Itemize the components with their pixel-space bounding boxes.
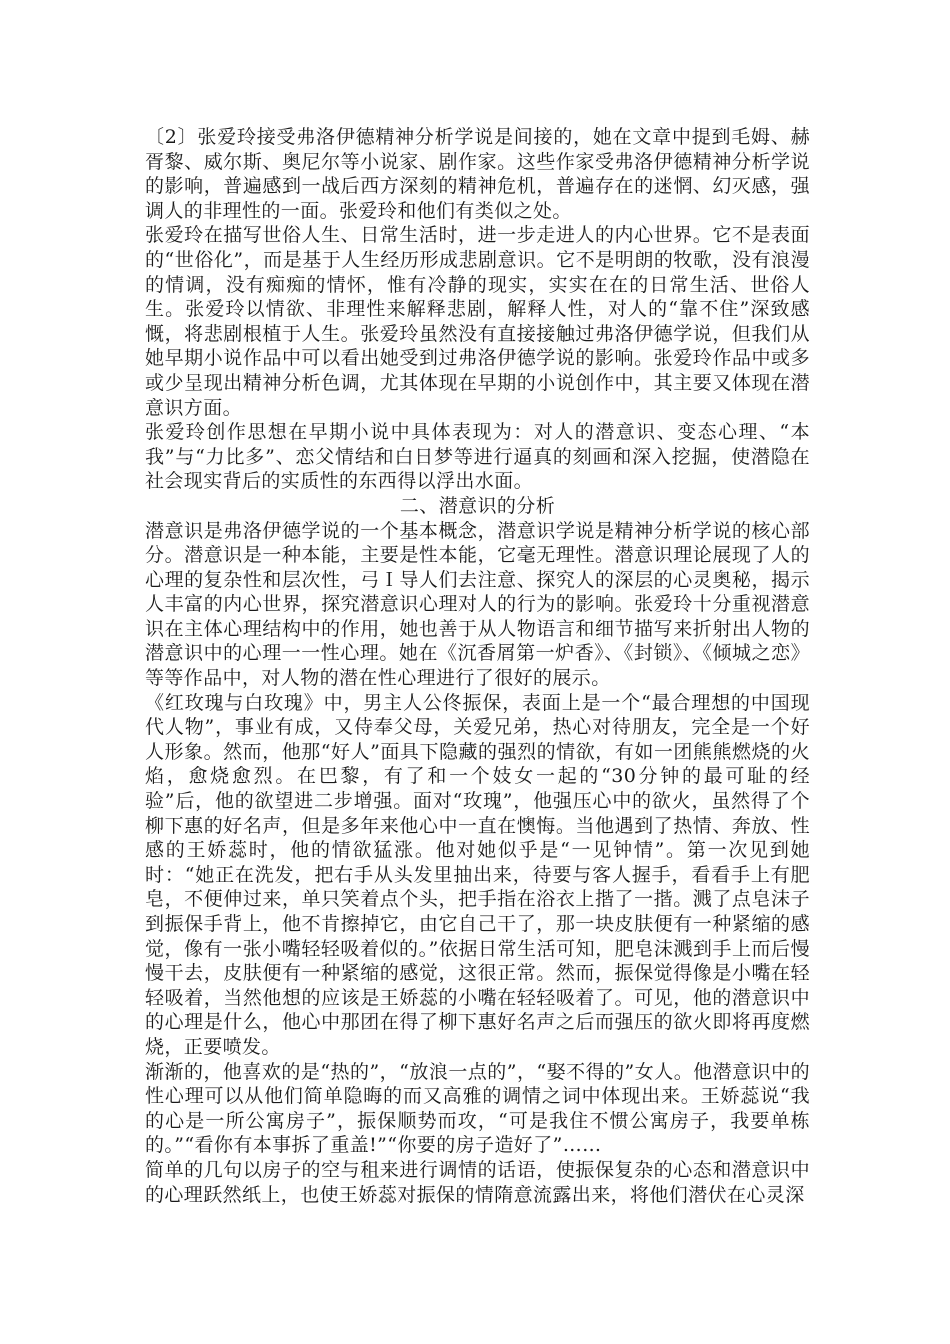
paragraph-body-2: 《红玫瑰与白玫瑰》中，男主人公佟振保，表面上是一个“最合理想的中国现代人物”，事业有成，又侍奉父母，关爱兄弟，热心对待朋友，完全是一个好人形象。然而，他那“好人”面具下隐藏的强烈的情欲，有如一团熊熊燃烧的火焰，愈烧愈烈。在巴黎，有了和一个妓女一起的“30分钟的最可耻的经验”后，他的欲望进二步增强。面对“玫瑰”，他强压心中的欲火，虽然得了个柳下惠的好名声，但是多年来他心中一直在懊悔。当他遇到了热情、奔放、性感的王娇蕊时，他的情欲猛涨。他对她似乎是“一见钟情”。第一次见到她时：“她正在洗发，把右手从头发里抽出来，待要与客人握手，看看手上有肥皂，不便伸过来，单只笑着点个头，把手指在浴衣上揩了一揩。溅了点皂沫子到振保手背上，他不肯擦掉它，由它自己干了，那一块皮肤便有一种紧缩的感觉，像有一张小嘴轻轻吸着似的。”依据日常生活可知，肥皂沫溅到手上而后慢慢干去，皮肤便有一种紧缩的感觉，这很正常。然而，振保觉得像是小嘴在轻轻吸着，当然他想的应该是王娇蕊的小嘴在轻轻吸着了。可见，他的潜意识中的心理是什么，他心中那团在得了柳下惠好名声之后而强压的欲火即将再度燃烧，正要喷发。 — [145, 691, 810, 1058]
paragraph-body-1: 潜意识是弗洛伊德学说的一个基本概念，潜意识学说是精神分析学说的核心部分。潜意识是一种本能，主要是性本能，它毫无理性。潜意识理论展现了人的心理的复杂性和层次性，弓Ｉ导人们去注意、探究人的深层的心灵奥秘，揭示人丰富的内心世界，探究潜意识心理对人的行为的影响。张爱玲十分重视潜意识在主体心理结构中的作用，她也善于从人物语言和细节描写来折射出人物的潜意识中的心理一一性心理。她在《沉香屑第一炉香》、《封锁》、《倾城之恋》等等作品中，对人物的潜在性心理进行了很好的展示。 — [145, 519, 810, 690]
paragraph-intro-2: 张爱玲在描写世俗人生、日常生活时，进一步走进人的内心世界。它不是表面的“世俗化”，而是基于人生经历形成悲剧意识。它不是明朗的牧歌，没有浪漫的情调，没有痴痴的情怀，惟有冷静的现实，实实在在的日常生活、世俗人生。张爱玲以情欲、非理性来解释悲剧，解释人性，对人的“靠不住”深致感慨，将悲剧根植于人生。张爱玲虽然没有直接接触过弗洛伊德学说，但我们从她早期小说作品中可以看出她受到过弗洛伊德学说的影响。张爱玲作品中或多或少呈现出精神分析色调，尤其体现在早期的小说创作中，其主要又体现在潜意识方面。 — [145, 224, 810, 419]
paragraph-intro-1: 〔2〕张爱玲接受弗洛伊德精神分析学说是间接的，她在文章中提到毛姆、赫胥黎、威尔斯、奥尼尔等小说家、剧作家。这些作家受弗洛伊德精神分析学说的影响，普遍感到一战后西方深刻的精神危机，普遍存在的迷惘、幻灭感，强调人的非理性的一面。张爱玲和他们有类似之处。 — [145, 126, 810, 222]
document-page — [145, 125, 810, 1207]
paragraph-body-4: 简单的几句以房子的空与租来进行调情的话语，使振保复杂的心态和潜意识中的心理跃然纸上，也使王娇蕊对振保的情隋意流露出来，将他们潜伏在心灵深 — [145, 1158, 810, 1206]
paragraph-body-3: 渐渐的，他喜欢的是“热的”，“放浪一点的”，“娶不得的”女人。他潜意识中的性心理可以从他们简单隐晦的而又高雅的调情之词中体现出来。王娇蕊说“我的心是一所公寓房子”，振保顺势而攻，“可是我住不惯公寓房子，我要单栋的。”“看你有本事拆了重盖!”“你要的房子造好了”…… — [145, 1060, 810, 1157]
paragraph-intro-3: 张爱玲创作思想在早期小说中具体表现为：对人的潜意识、变态心理、“本我”与“力比多”、恋父情结和白日梦等进行逼真的刻画和深入挖掘，使潜隐在社会现实背后的实质性的东西得以浮出水面。 — [145, 421, 810, 493]
section-heading: 二、潜意识的分析 — [399, 494, 556, 517]
